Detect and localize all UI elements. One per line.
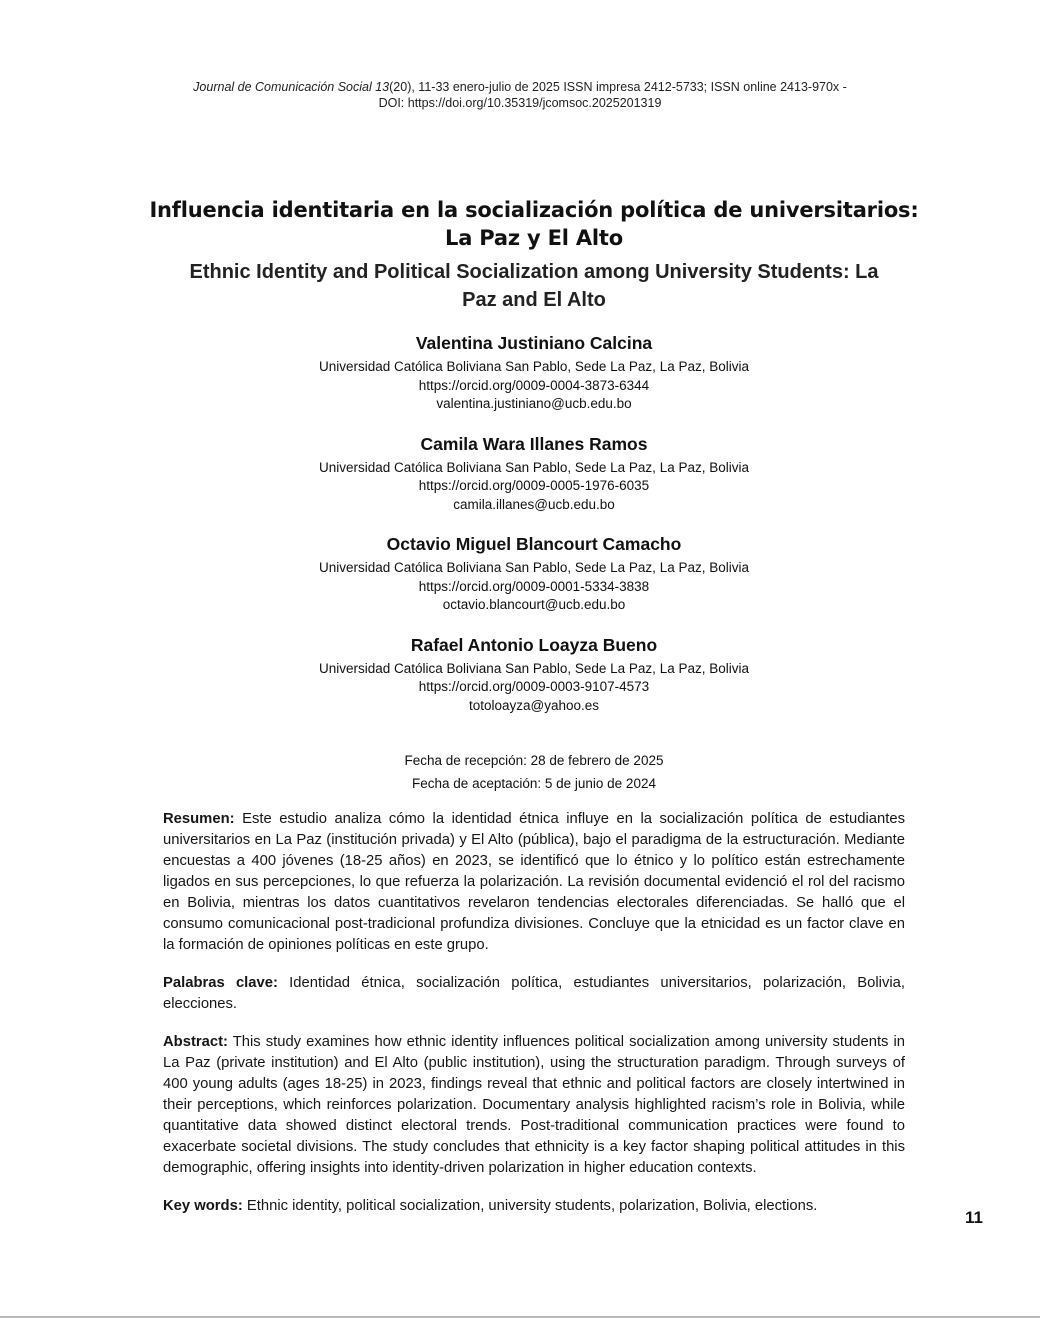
author-affiliation: Universidad Católica Boliviana San Pablo, Sede La Paz, La Paz, Bolivia bbox=[318, 359, 749, 374]
journal-name: Journal de Comunicación Social 13 bbox=[193, 80, 390, 94]
abstract-english-text: This study examines how ethnic identity influences political socialization among university students in La Paz (private institution) and El Alto (public institution), using the structuration paradigm. Through surveys of 400 young adults (ages 18-25) in 2023, findings reveal that ethnic and political factors are closely intertwined in their perceptions, which reinforces polarization. Documentary analysis highlighted racism’s role in Bolivia, while quantitative data showed distinct electoral trends. Post-traditional communication practices were found to exacerbate societal divisions. The study concludes that ethnicity is a key factor shaping political attitudes in this demographic, offering insights into identity-driven polarization in higher education contexts. bbox=[163, 1034, 906, 1176]
author-list bbox=[120, 330, 948, 732]
abstract-spanish-label: Resumen: bbox=[163, 811, 235, 827]
author-block bbox=[120, 632, 948, 716]
author-name: Rafael Antonio Loayza Bueno bbox=[410, 634, 658, 655]
keywords-spanish bbox=[163, 973, 905, 1015]
keywords-english-label: Key words: bbox=[163, 1198, 243, 1214]
author-orcid-link[interactable]: https://orcid.org/0009-0003-9107-4573 bbox=[418, 679, 650, 694]
author-block bbox=[120, 531, 948, 615]
title-block bbox=[120, 196, 948, 314]
author-name: Octavio Miguel Blancourt Camacho bbox=[386, 534, 682, 554]
journal-citation-line bbox=[120, 79, 920, 95]
author-name: Camila Wara Illanes Ramos bbox=[420, 433, 648, 454]
doi-line[interactable]: DOI: https://doi.org/10.35319/jcomsoc.2025201319 bbox=[378, 96, 662, 110]
author-email-link[interactable]: camila.illanes@ucb.edu.bo bbox=[453, 496, 615, 512]
author-email-link[interactable]: octavio.blancourt@ucb.edu.bo bbox=[442, 597, 626, 612]
author-orcid-link[interactable]: https://orcid.org/0009-0005-1976-6035 bbox=[418, 478, 650, 493]
author-affiliation: Universidad Católica Boliviana San Pablo, Sede La Paz, La Paz, Bolivia bbox=[318, 560, 749, 575]
keywords-spanish-text: Identidad étnica, socialización política, estudiantes universitarios, polarización, Bolivia, elecciones. bbox=[163, 975, 905, 1012]
author-orcid-link[interactable]: https://orcid.org/0009-0001-5334-3838 bbox=[418, 578, 650, 594]
author-email-link[interactable]: valentina.justiniano@ucb.edu.bo bbox=[436, 396, 632, 411]
abstract-spanish-text: Este estudio analiza cómo la identidad étnica influye en la socialización política de estudiantes universitarios en La Paz (institución privada) y El Alto (pública), bajo el paradigma de la estructuración. Mediante encuestas a 400 jóvenes (18-25 años) en 2023, se identificó que lo étnico y lo político están estrechamente ligados en sus percepciones, lo que refuerza la polarización. La revisión documental evidenció el rol del racismo en Bolivia, mientras los datos cuantitativos revelaron tendencias electorales diferenciadas. Se halló que el consumo comunicacional post-tradicional profundiza divisiones. Concluye que la etnicidad es un factor clave en la formación de opiniones políticas en este grupo. bbox=[163, 811, 905, 953]
spanish-title-line-2: La Paz y El Alto bbox=[445, 226, 623, 250]
abstract-section bbox=[163, 809, 905, 1234]
keywords-spanish-label: Palabras clave: bbox=[163, 975, 278, 991]
author-affiliation: Universidad Católica Boliviana San Pablo, Sede La Paz, La Paz, Bolivia bbox=[318, 459, 749, 475]
spanish-title bbox=[120, 196, 948, 252]
author-block bbox=[120, 431, 948, 515]
keywords-english bbox=[163, 1196, 905, 1217]
author-email-link[interactable]: totoloayza@yahoo.es bbox=[468, 697, 600, 713]
author-orcid-link[interactable]: https://orcid.org/0009-0004-3873-6344 bbox=[418, 377, 650, 393]
received-date: Fecha de recepción: 28 de febrero de 2025 bbox=[404, 753, 664, 768]
running-head bbox=[120, 79, 920, 111]
keywords-english-text: Ethnic identity, political socialization, university students, polarization, Bolivia, elections. bbox=[246, 1198, 818, 1214]
abstract-english-label: Abstract: bbox=[163, 1034, 228, 1050]
author-name: Valentina Justiniano Calcina bbox=[415, 333, 653, 353]
english-title: Ethnic Identity and Political Socialization among University Students: La Paz and El Alto bbox=[189, 261, 879, 311]
accepted-date: Fecha de aceptación: 5 de junio de 2024 bbox=[412, 776, 656, 791]
journal-citation: (20), 11-33 enero-julio de 2025 ISSN impresa 2412-5733; ISSN online 2413-970x - bbox=[389, 80, 847, 94]
spanish-title-line-1: Influencia identitaria en la socialización política de universitarios: bbox=[149, 198, 919, 222]
author-block bbox=[120, 330, 948, 414]
submission-dates bbox=[120, 749, 948, 795]
author-affiliation: Universidad Católica Boliviana San Pablo, Sede La Paz, La Paz, Bolivia bbox=[318, 660, 749, 676]
page-number: 11 bbox=[965, 1208, 983, 1227]
abstract-english bbox=[163, 1032, 905, 1179]
abstract-spanish bbox=[163, 809, 905, 956]
